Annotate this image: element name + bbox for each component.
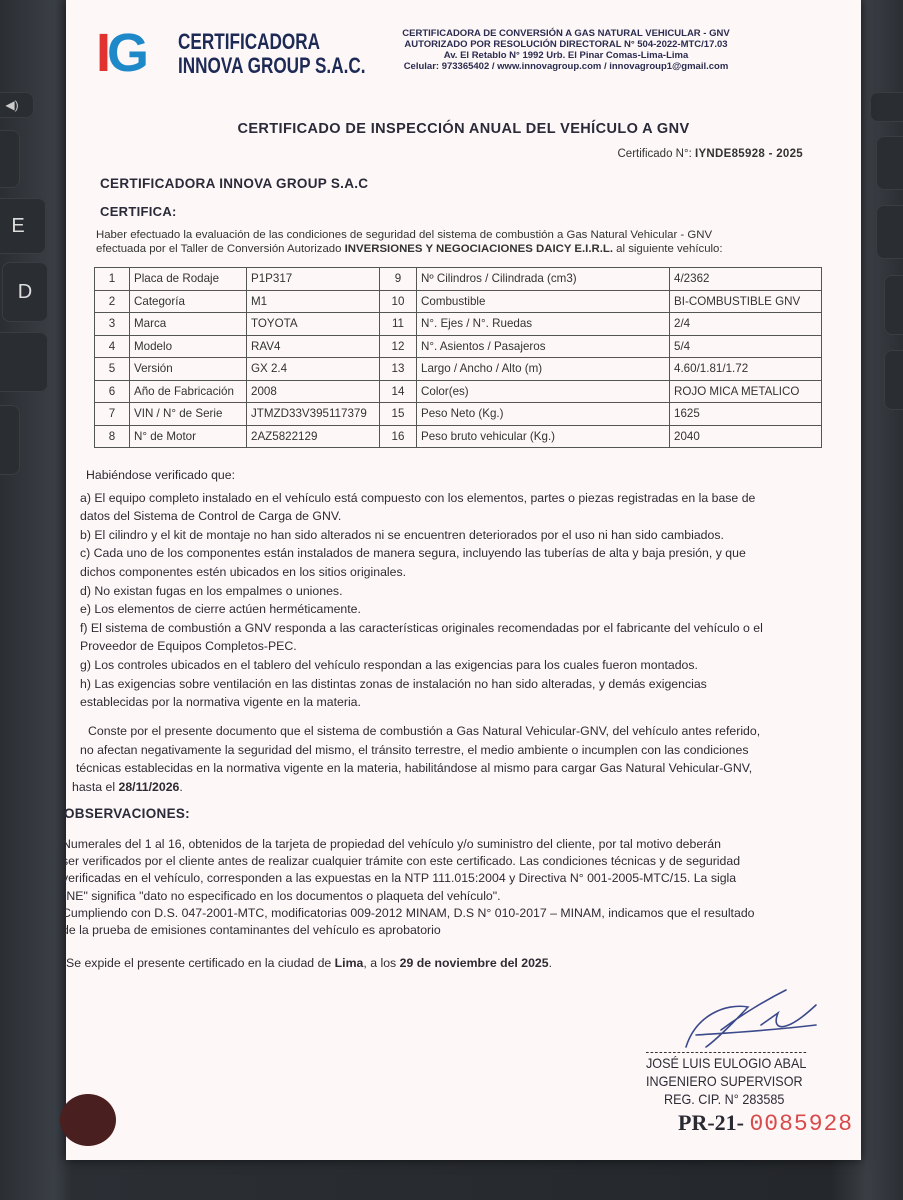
table-row [95, 290, 822, 313]
field-value: M1 [247, 290, 380, 313]
issue-date: 29 de noviembre del 2025 [399, 956, 549, 970]
obs-line5: Cumpliendo con D.S. 047-2001-MTC, modificatorias 009-2012 MINAM, D.S N° 010-2017 – MINAM, indicamos que el resultado [62, 905, 755, 920]
check-c: c) Cada uno de los componentes están instalados de manera segura, incluyendo las tuberías de alta y baja presión, y que [80, 546, 746, 561]
field-value: RAV4 [247, 335, 380, 358]
keyboard-key [876, 205, 903, 259]
field-value: 2040 [670, 425, 822, 448]
issue-statement [66, 956, 552, 970]
field-value: JTMZD33V395117379 [247, 403, 380, 426]
table-row [95, 358, 822, 381]
check-a-cont: datos del Sistema de Control de Carga de GNV. [80, 509, 342, 524]
intro-line2-c: al siguiente vehículo: [613, 242, 723, 255]
keyboard-key: E [0, 198, 46, 254]
issue-a: Se expide el presente certificado en la ciudad de [66, 956, 335, 970]
signer-name: JOSÉ LUIS EULOGIO ABAL [646, 1052, 806, 1072]
header-info [366, 28, 766, 72]
check-h-cont: establecidas por la normativa vigente en la materia. [80, 695, 361, 710]
field-label: Marca [130, 313, 247, 336]
logo-mark [96, 23, 146, 83]
verification-lead: Habiéndose verificado que: [86, 468, 236, 482]
row-number: 7 [95, 403, 130, 426]
check-b: b) El cilindro y el kit de montaje no han sido alterados ni se encuentren deteriorados por el uso ni han sido cambiados. [80, 527, 724, 542]
row-number: 8 [95, 425, 130, 448]
field-label: Categoría [130, 290, 247, 313]
certifica-heading: CERTIFICA: [100, 204, 177, 219]
field-value: 4/2362 [670, 268, 822, 291]
field-value: 2/4 [670, 313, 822, 336]
signer-role: INGENIERO SUPERVISOR [646, 1073, 803, 1089]
table-row [95, 425, 822, 448]
field-value: 2AZ5822129 [247, 425, 380, 448]
keyboard-key [884, 275, 903, 335]
row-number: 4 [95, 335, 130, 358]
check-f: f) El sistema de combustión a GNV responda a las características originales recomendadas por el fabricante del vehículo o el [80, 620, 763, 635]
keyboard-key [0, 332, 48, 392]
intro-line1: Haber efectuado la evaluación de las condiciones de seguridad del sistema de combustión a Gas Natural Vehicular - GNV [96, 229, 713, 241]
observaciones-paragraph [62, 836, 842, 939]
field-label: Color(es) [417, 380, 670, 403]
conste-line4-a: hasta el [72, 779, 119, 794]
certificate-page [62, 0, 861, 1160]
row-number: 3 [95, 313, 130, 336]
field-label: N°. Asientos / Pasajeros [417, 335, 670, 358]
signer-block [646, 1052, 806, 1108]
check-g: g) Los controles ubicados en el tablero del vehículo respondan a las exigencias para los cuales fueron montados. [80, 657, 698, 672]
field-label: Modelo [130, 335, 247, 358]
row-number: 1 [95, 268, 130, 291]
obs-line4: "NE" significa "dato no especificado en los documentos o plaqueta del vehículo". [62, 888, 501, 903]
field-label: Peso bruto vehicular (Kg.) [417, 425, 670, 448]
conste-paragraph [66, 722, 836, 796]
header-info-line2: AUTORIZADO POR RESOLUCIÓN DIRECTORAL N° 504-2022-MTC/17.03 [404, 39, 728, 50]
row-number: 10 [380, 290, 417, 313]
logo-name [178, 30, 366, 78]
logo-name-line2: INNOVA GROUP S.A.C. [178, 53, 366, 78]
form-number [678, 1110, 853, 1137]
row-number: 2 [95, 290, 130, 313]
row-number: 11 [380, 313, 417, 336]
logo-name-line1: CERTIFICADORA [178, 29, 321, 54]
check-f-cont: Proveedor de Equipos Completos-PEC. [80, 639, 297, 654]
document-title: CERTIFICADO DE INSPECCIÓN ANUAL DEL VEHÍCULO A GNV [237, 121, 690, 137]
conste-line4 [66, 778, 836, 797]
row-number: 13 [380, 358, 417, 381]
row-number: 9 [380, 268, 417, 291]
field-value: GX 2.4 [247, 358, 380, 381]
observaciones-heading: OBSERVACIONES: [64, 806, 190, 821]
intro-line2 [96, 243, 816, 257]
issue-c: . [548, 956, 553, 970]
header-info-line4: Celular: 973365402 / www.innovagroup.com / innovagroup1@gmail.com [403, 61, 729, 72]
handwritten-signature [666, 985, 826, 1055]
form-serial: 0085928 [749, 1111, 854, 1137]
row-number: 12 [380, 335, 417, 358]
keyboard-key [884, 350, 903, 410]
header-info-line3: Av. El Retablo N° 1992 Urb. El Pinar Comas-Lima-Lima [443, 50, 689, 61]
logo-mark-g: G [107, 23, 146, 83]
row-number: 14 [380, 380, 417, 403]
table-row [95, 380, 822, 403]
obs-line1: Numerales del 1 al 16, obtenidos de la tarjeta de propiedad del vehículo y/o suministro del cliente, por tal motivo deberán [62, 837, 721, 851]
signer-registration: REG. CIP. N° 283585 [664, 1091, 785, 1107]
certificate-number [618, 148, 804, 160]
field-label: Combustible [417, 290, 670, 313]
company-name: CERTIFICADORA INNOVA GROUP S.A.C [100, 176, 369, 191]
check-a: a) El equipo completo instalado en el vehículo está compuesto con los elementos, partes o piezas registradas en la base de [80, 490, 756, 505]
form-prefix: PR-21- [678, 1110, 744, 1135]
field-label: VIN / N° de Serie [130, 403, 247, 426]
conste-line4-b: . [179, 779, 183, 794]
table-row [95, 335, 822, 358]
keyboard-key [0, 130, 20, 188]
obs-line2: ser verificados por el cliente antes de realizar cualquier trámite con este certificado. Las condiciones técnicas y de seguridad [62, 854, 741, 869]
row-number: 16 [380, 425, 417, 448]
field-label: Peso Neto (Kg.) [417, 403, 670, 426]
conste-line3: técnicas establecidas en la normativa vigente en la materia, habilitándose al mismo para cargar Gas Natural Vehicular-GNV, [76, 761, 753, 775]
row-number: 15 [380, 403, 417, 426]
conste-line1: Conste por el presente documento que el sistema de combustión a Gas Natural Vehicular-GNV, del vehículo antes referido, [88, 724, 761, 738]
logo-mark-i: I [96, 23, 108, 83]
check-h: h) Las exigencias sobre ventilación en las distintas zonas de instalación no han sido alteradas, y demás exigencias [80, 676, 707, 691]
field-label: Nº Cilindros / Cilindrada (cm3) [417, 268, 670, 291]
keyboard-key [870, 92, 903, 122]
header-info-line1: CERTIFICADORA DE CONVERSIÓN A GAS NATURAL VEHICULAR - GNV [402, 28, 730, 39]
keyboard-key: D [2, 262, 48, 322]
obs-line3: verificadas en el vehículo, corresponden a las expuestas en la NTP 111.015:2004 y Directiva N° 001-2005-MTC/15. La sigla [62, 871, 737, 886]
intro-line2-a: efectuada por el Taller de Conversión Autorizado [96, 242, 345, 255]
field-value: BI-COMBUSTIBLE GNV [670, 290, 822, 313]
keyboard-key [0, 405, 20, 475]
keyboard-key [876, 136, 903, 190]
certificate-number-label: Certificado N°: [617, 148, 692, 160]
intro-paragraph [96, 229, 816, 256]
issue-city: Lima [334, 956, 364, 970]
verification-list [66, 466, 836, 712]
field-value: P1P317 [247, 268, 380, 291]
field-value: 2008 [247, 380, 380, 403]
certificate-number-value: IYNDE85928 - 2025 [694, 148, 803, 160]
keyboard-key: ◀) [0, 92, 34, 118]
field-label: Año de Fabricación [130, 380, 247, 403]
field-label: N°. Ejes / N°. Ruedas [417, 313, 670, 336]
check-c-cont: dichos componentes estén ubicados en los sitios originales. [80, 564, 407, 579]
vehicle-table [94, 267, 822, 448]
check-e: e) Los elementos de cierre actúen herméticamente. [80, 602, 361, 617]
field-value: TOYOTA [247, 313, 380, 336]
check-d: d) No existan fugas en los empalmes o uniones. [80, 583, 343, 598]
field-value: ROJO MICA METALICO [670, 380, 822, 403]
obs-line6: de la prueba de emisiones contaminantes del vehículo es aprobatorio [62, 923, 441, 938]
workshop-name: INVERSIONES Y NEGOCIACIONES DAICY E.I.R.L. [344, 242, 614, 255]
field-value: 4.60/1.81/1.72 [670, 358, 822, 381]
field-label: Largo / Ancho / Alto (m) [417, 358, 670, 381]
valid-until-date: 28/11/2026 [118, 779, 180, 794]
row-number: 5 [95, 358, 130, 381]
punch-hole [60, 1094, 116, 1146]
conste-line2: no afectan negativamente la seguridad del mismo, el tránsito terrestre, el medio ambiente o incumplen con las condiciones [80, 742, 749, 757]
table-row [95, 403, 822, 426]
field-value: 5/4 [670, 335, 822, 358]
field-label: Versión [130, 358, 247, 381]
table-row [95, 313, 822, 336]
row-number: 6 [95, 380, 130, 403]
field-label: Placa de Rodaje [130, 268, 247, 291]
field-value: 1625 [670, 403, 822, 426]
issue-b: , a los [363, 956, 400, 970]
field-label: N° de Motor [130, 425, 247, 448]
table-row [95, 268, 822, 291]
company-logo [96, 22, 366, 84]
